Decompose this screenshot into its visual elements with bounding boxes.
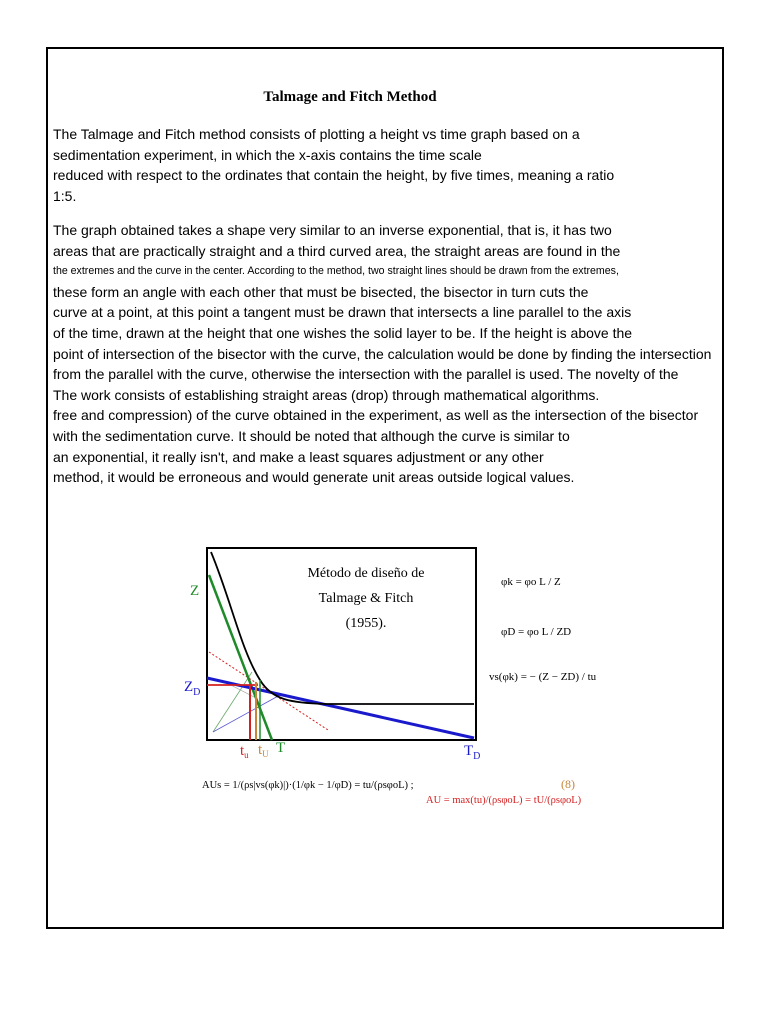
text-line: The Talmage and Fitch method consists of plotting a height vs time graph based on a (53, 126, 580, 142)
text-line: from the parallel with the curve, otherwise the intersection with the parallel is used. The novelty of the (53, 366, 679, 383)
text-line: free and compression) of the curve obtained in the experiment, as well as the intersection of the bisector (53, 407, 699, 424)
text-line: reduced with respect to the ordinates that contain the height, by five times, meaning a ratio (53, 167, 615, 184)
label-tU: $t_U$ (258, 742, 269, 759)
equation-vs: vs(φk) = − (Z − ZD) / tu (489, 671, 596, 683)
text-line: of the time, drawn at the height that one wishes the solid layer to be. If the height is above the (53, 324, 633, 341)
label-z: Z (190, 583, 200, 599)
equation-aus: AUs = 1/(ρs|vs(φk)|)·(1/φk − 1/φD) = tu/(ρsφoL) ; (202, 780, 414, 791)
label-td: $T_D$ (464, 743, 481, 762)
text-line: with the sedimentation curve. It should be noted that although the curve is similar to (53, 427, 570, 444)
text-line: areas that are practically straight and a third curved area, the straight areas are found in the (53, 242, 621, 259)
text-line: point of intersection of the bisector with the curve, the calculation would be done by finding the intersection (53, 345, 712, 362)
equation-phid: φD = φo L / ZD (501, 626, 572, 638)
text-line: 1:5. (53, 187, 77, 204)
text-line: curve at a point, at this point a tangent must be drawn that intersects a line parallel to the axis (53, 304, 632, 321)
label-zd: $Z_D$ (184, 679, 201, 698)
text-line: an exponential, it really isn't, and make a least squares adjustment or any other (53, 448, 544, 465)
equation-au: AU = max(tu)/(ρsφoL) = tU/(ρsφoL) (426, 795, 582, 806)
text-line: The work consists of establishing straight areas (drop) through mathematical algorithms. (53, 386, 600, 403)
equation-phik: φk = φo L / Z (501, 576, 561, 588)
figure-caption-line: Talmage & Fitch (318, 591, 414, 606)
label-t: T (276, 740, 286, 756)
label-tu: $t_u$ (240, 743, 249, 760)
paragraph-2 (53, 220, 711, 488)
figure-caption-line: Método de diseño de (307, 566, 425, 581)
talmage-fitch-figure (176, 540, 596, 820)
document-title: Talmage and Fitch Method (263, 89, 437, 105)
text-line-small: the extremes and the curve in the center. According to the method, two straight lines should be drawn from the extremes, (53, 265, 619, 278)
text-line: sedimentation experiment, in which the x-axis contains the time scale (53, 146, 482, 163)
text-line: method, it would be erroneous and would generate unit areas outside logical values. (53, 469, 575, 486)
text-line: The graph obtained takes a shape very similar to an inverse exponential, that is, it has two (53, 222, 612, 238)
figure-caption-line: (1955). (345, 616, 387, 631)
paragraph-1 (53, 124, 614, 206)
text-line: these form an angle with each other that must be bisected, the bisector in turn cuts the (53, 283, 589, 300)
equation-number: (8) (561, 777, 575, 791)
